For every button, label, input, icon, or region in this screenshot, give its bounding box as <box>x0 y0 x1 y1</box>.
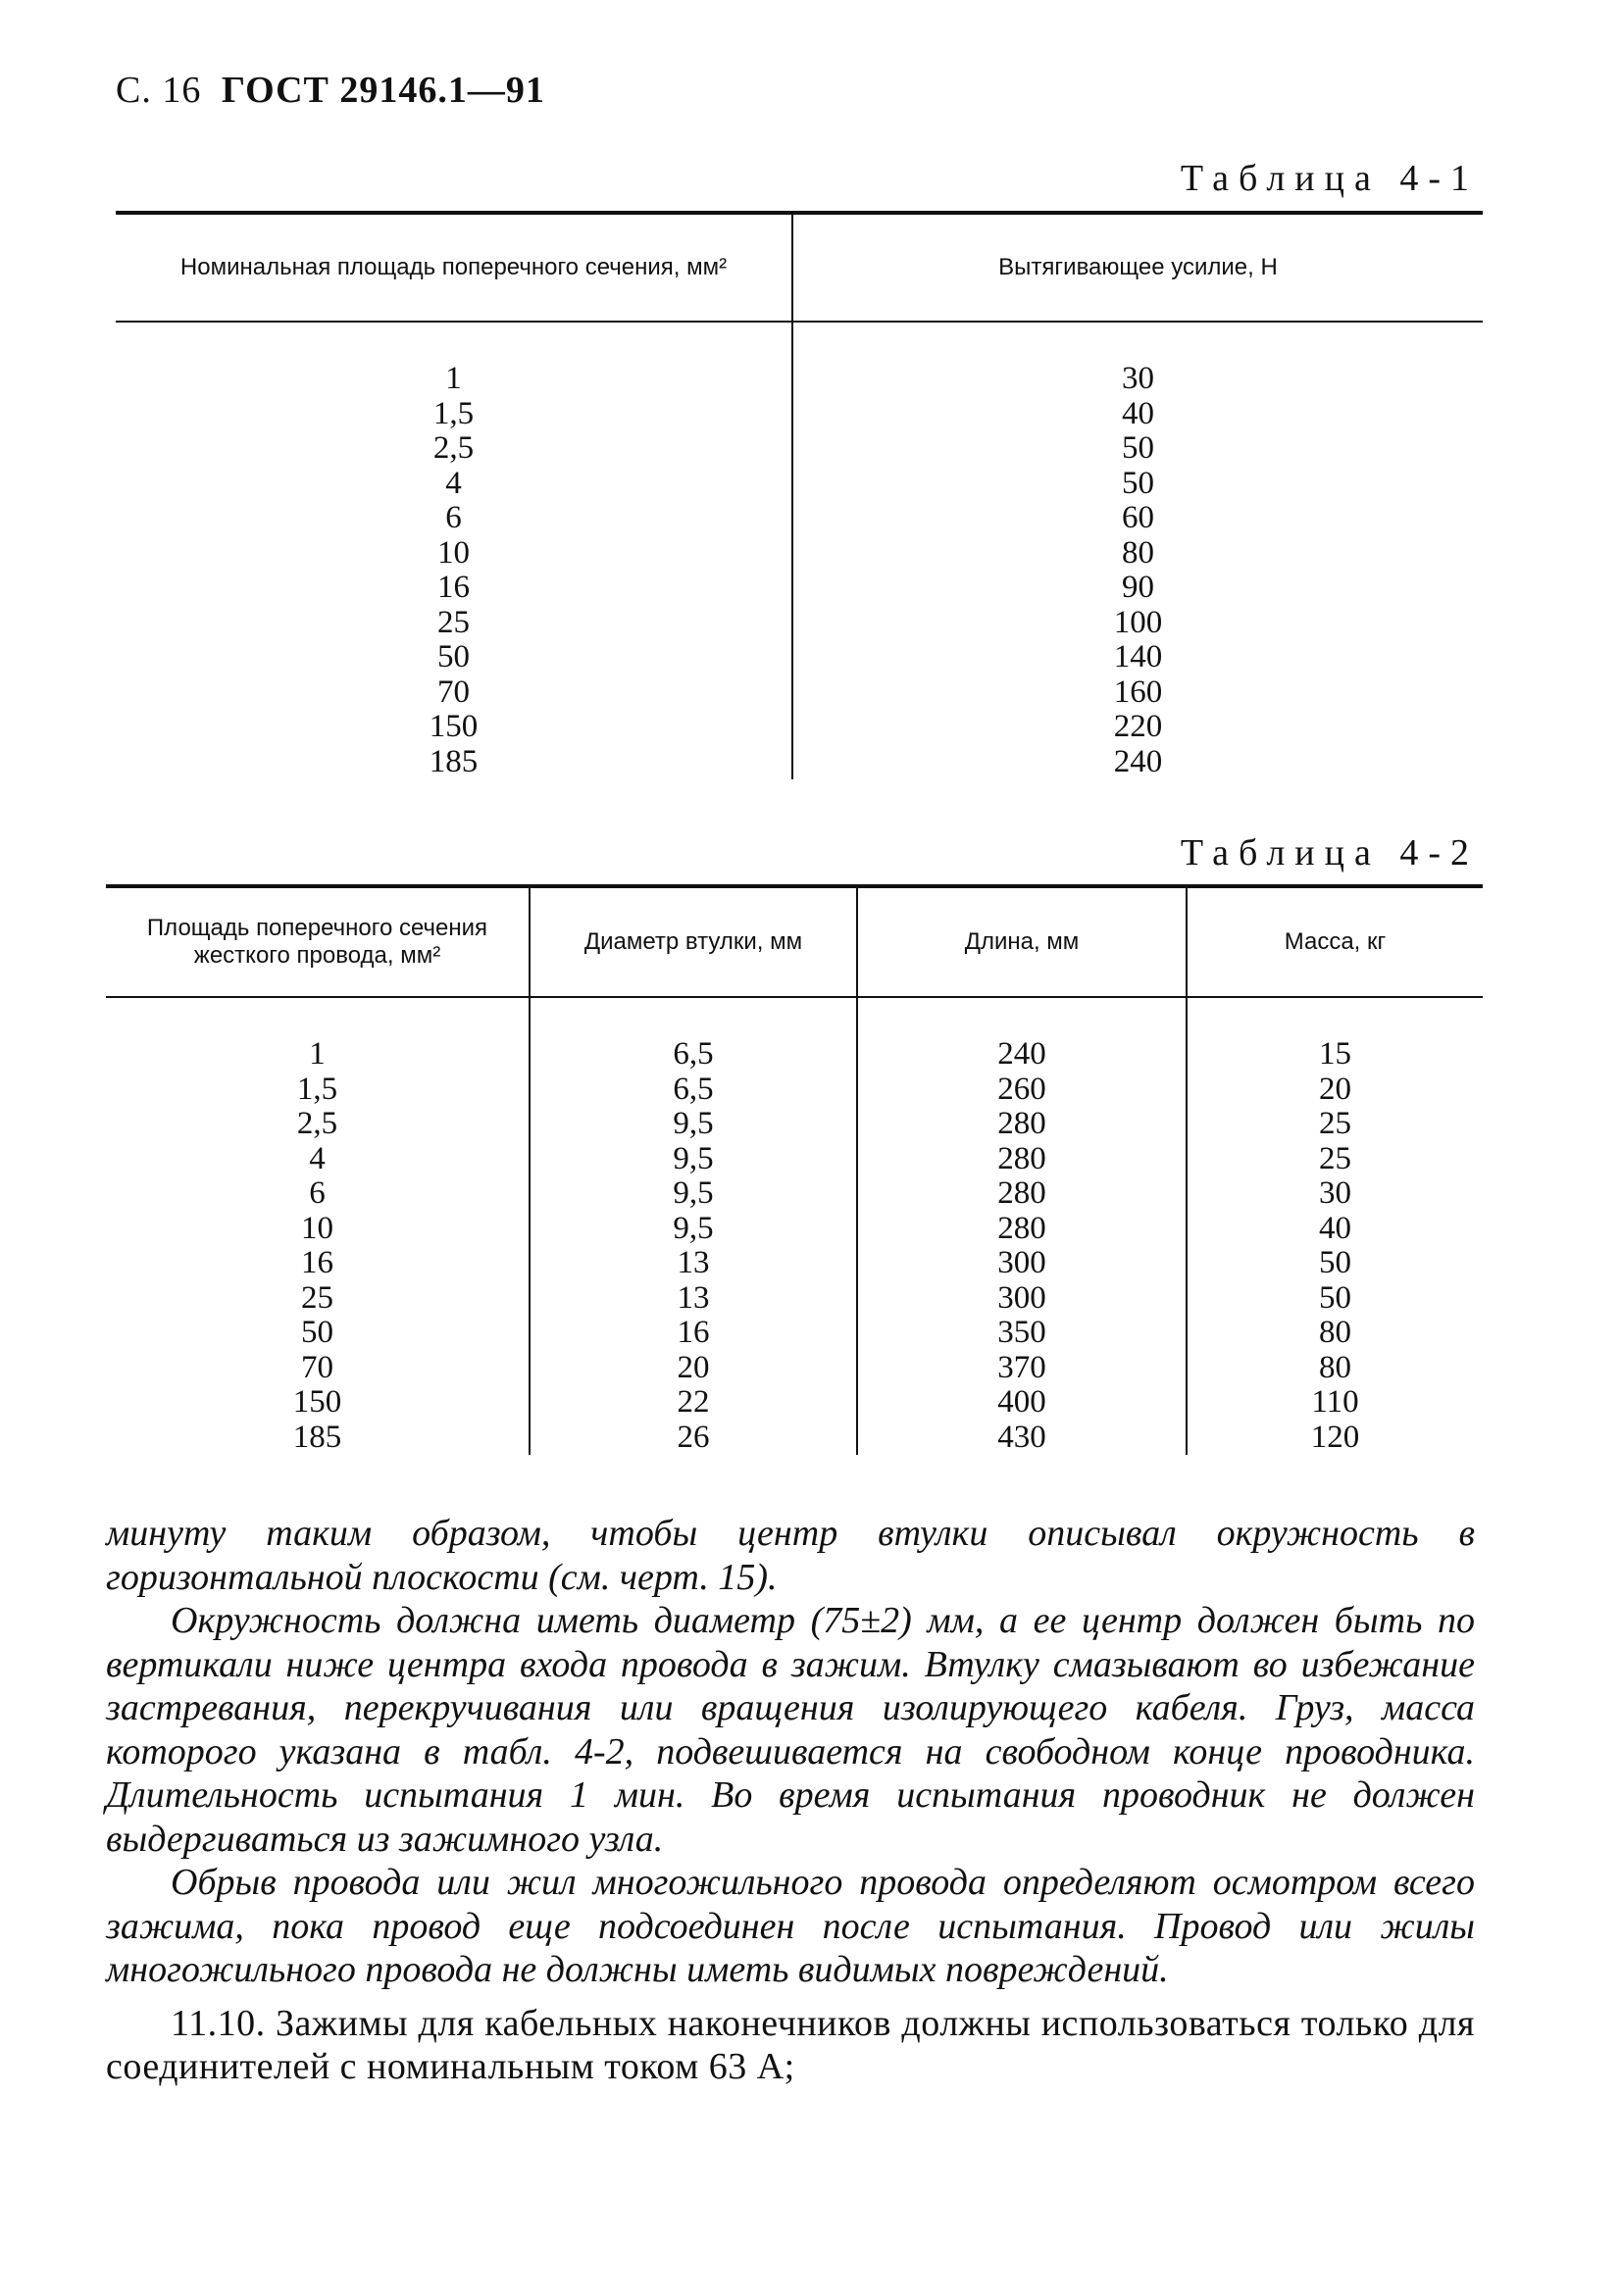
table-cell: 260 <box>997 1071 1046 1107</box>
standard-code: ГОСТ 29146.1—91 <box>221 70 545 111</box>
table-cell: 15 <box>1319 1036 1351 1072</box>
table-cell: 16 <box>301 1245 333 1280</box>
table-cell: 60 <box>1122 500 1154 535</box>
table-4-1 <box>116 211 1483 779</box>
table-cell: 9,5 <box>673 1210 714 1246</box>
table-cell: 40 <box>1319 1210 1351 1246</box>
table-4-2-diameter-column <box>530 997 857 1455</box>
table-cell: 280 <box>997 1175 1046 1211</box>
table-cell: 50 <box>1319 1279 1351 1316</box>
table-cell: 1,5 <box>432 395 475 431</box>
table-cell: 20 <box>677 1349 710 1385</box>
table-cell: 240 <box>1113 743 1163 779</box>
table-cell: 1 <box>445 361 462 396</box>
table-cell: 70 <box>437 674 470 710</box>
table-cell: 100 <box>1113 604 1163 640</box>
table-cell: 4 <box>445 465 462 501</box>
table-cell: 240 <box>997 1036 1046 1072</box>
paragraph-circle-diameter: Окружность должна иметь диаметр (75±2) мм, а ее центр должен быть по вертикали ниже центра входа провода в зажим. Втулку смазывают во избежание застревания, перекручивания или вращения изолирующего кабеля. Груз, масса которого указана в табл. 4-2, подвешивается на свободном конце проводника. Длительность испытания 1 мин. Во время испытания проводник не должен выдергиваться из зажимного узла. <box>106 1600 1475 1860</box>
table-cell: 50 <box>437 639 470 674</box>
table-cell: 370 <box>997 1349 1046 1385</box>
table-4-2-mass-column <box>1187 997 1483 1455</box>
table-cell: 50 <box>1319 1245 1351 1280</box>
table-cell: 22 <box>677 1384 710 1420</box>
table-cell: 300 <box>997 1245 1046 1280</box>
table-cell: 40 <box>1122 395 1154 431</box>
table-4-1-area-column <box>116 322 792 779</box>
table-cell: 9,5 <box>673 1175 714 1211</box>
table-4-2-caption: Таблица 4-2 <box>1180 832 1479 873</box>
table-cell: 16 <box>677 1315 710 1350</box>
table-4-1-caption: Таблица 4-1 <box>1180 158 1479 199</box>
table-cell: 185 <box>429 743 479 779</box>
paragraph-continuation: минуту таким образом, чтобы центр втулки описывал окружность в горизонтальной плоскости (см. черт. 15). <box>106 1513 1475 1598</box>
table-cell: 25 <box>1319 1140 1351 1176</box>
table-cell: 2,5 <box>432 430 475 466</box>
table-cell: 10 <box>437 534 470 571</box>
table-cell: 30 <box>1319 1175 1351 1211</box>
table-cell: 280 <box>997 1210 1046 1246</box>
table-4-1-force-column <box>792 322 1483 779</box>
table-cell: 10 <box>301 1210 333 1246</box>
table-cell: 140 <box>1113 639 1163 674</box>
table-cell: 80 <box>1122 534 1154 571</box>
table-4-2-header-diameter: Диаметр втулки, мм <box>530 886 857 997</box>
table-cell: 1,5 <box>296 1071 338 1107</box>
table-cell: 50 <box>301 1315 333 1350</box>
table-cell: 50 <box>1122 430 1154 466</box>
table-cell: 430 <box>997 1419 1046 1455</box>
table-4-2-header-mass: Масса, кг <box>1187 886 1483 997</box>
table-cell: 300 <box>997 1279 1046 1316</box>
table-cell: 185 <box>292 1419 342 1455</box>
table-cell: 2,5 <box>296 1106 338 1141</box>
table-4-1-header-area: Номинальная площадь поперечного сечения, мм² <box>116 213 792 322</box>
table-cell: 90 <box>1122 570 1154 605</box>
table-cell: 150 <box>292 1384 342 1420</box>
table-cell: 9,5 <box>673 1140 714 1176</box>
table-cell: 9,5 <box>673 1106 714 1141</box>
table-4-1-header-force: Вытягивающее усилие, Н <box>792 213 1483 322</box>
page-header <box>116 69 545 112</box>
table-4-2-area-column <box>106 997 530 1455</box>
paragraph-11-10: 11.10. Зажимы для кабельных наконечников должны использоваться только для соединителей с номинальным током 63 А; <box>106 2002 1475 2087</box>
table-cell: 13 <box>677 1245 710 1280</box>
table-cell: 70 <box>301 1349 333 1385</box>
table-cell: 280 <box>997 1140 1046 1176</box>
table-cell: 350 <box>997 1315 1046 1350</box>
table-cell: 25 <box>437 604 470 640</box>
table-cell: 220 <box>1113 709 1163 744</box>
table-cell: 80 <box>1319 1349 1351 1385</box>
table-cell: 16 <box>437 570 470 605</box>
table-cell: 1 <box>309 1036 326 1072</box>
table-cell: 6,5 <box>673 1036 714 1072</box>
table-cell: 25 <box>301 1279 333 1316</box>
table-cell: 13 <box>677 1279 710 1316</box>
table-cell: 160 <box>1113 674 1163 710</box>
table-cell: 20 <box>1319 1071 1351 1107</box>
table-cell: 120 <box>1310 1419 1360 1455</box>
table-4-2-length-column <box>857 997 1187 1455</box>
table-cell: 50 <box>1122 465 1154 501</box>
table-cell: 80 <box>1319 1315 1351 1350</box>
table-cell: 6,5 <box>673 1071 714 1107</box>
table-cell: 30 <box>1122 361 1154 396</box>
table-cell: 150 <box>429 709 479 744</box>
table-cell: 6 <box>445 500 462 535</box>
table-cell: 6 <box>309 1175 326 1211</box>
table-cell: 4 <box>309 1140 326 1176</box>
table-4-2 <box>106 884 1483 1455</box>
table-cell: 400 <box>997 1384 1046 1420</box>
table-cell: 25 <box>1319 1106 1351 1141</box>
paragraph-wire-break: Обрыв провода или жил многожильного провода определяют осмотром всего зажима, пока провод еще подсоединен после испытания. Провод или жилы многожильного провода не должны иметь видимых повреждений. <box>106 1862 1475 1990</box>
table-4-2-header-area: Площадь поперечного сечения жесткого провода, мм² <box>106 886 530 997</box>
page-number: С. 16 <box>116 70 202 111</box>
body-text <box>106 1512 1475 2089</box>
table-4-2-header-length: Длина, мм <box>857 886 1187 997</box>
table-cell: 26 <box>677 1419 710 1455</box>
table-cell: 110 <box>1311 1384 1359 1420</box>
table-cell: 280 <box>997 1106 1046 1141</box>
